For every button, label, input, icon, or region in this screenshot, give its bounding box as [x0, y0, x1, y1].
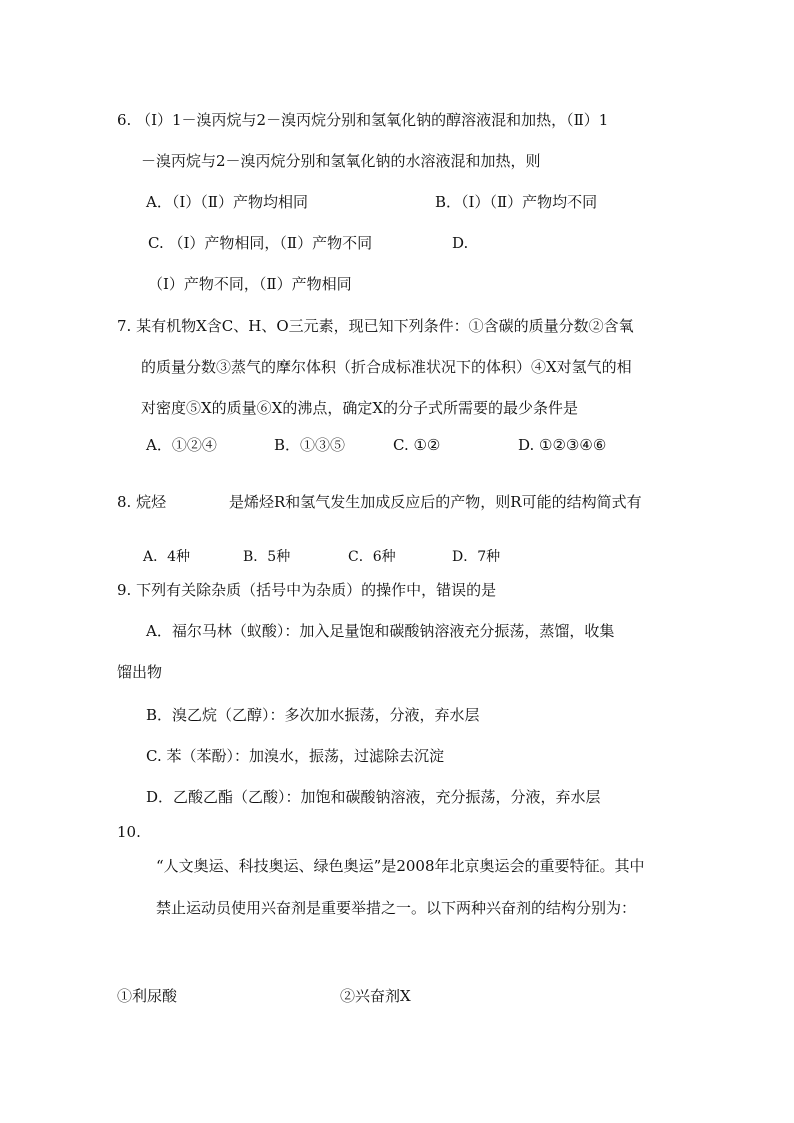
q7-line3: 对密度⑤X的质量⑥X的沸点，确定X的分子式所需要的最少条件是 — [141, 399, 579, 417]
q9-option-b: B．溴乙烷（乙醇）：多次加水振荡，分液，弃水层 — [146, 706, 480, 724]
q7-option-d: D. ①②③④⑥ — [518, 436, 607, 454]
q7-option-a: A．①②④ — [146, 436, 217, 454]
q10-structure-label-1: ①利尿酸 — [117, 987, 178, 1005]
q10-structure-label-2: ②兴奋剂X — [340, 987, 411, 1005]
q7-option-c: C. ①② — [393, 436, 441, 454]
q9-option-c: C. 苯（苯酚）：加溴水，振荡，过滤除去沉淀 — [146, 747, 444, 765]
q7-line2: 的质量分数③蒸气的摩尔体积（折合成标准状况下的体积）④X对氢气的相 — [141, 358, 632, 376]
q6-line2: －溴丙烷与2－溴丙烷分别和氢氧化钠的水溶液混和加热，则 — [141, 152, 541, 170]
q8-stem: 是烯烃R和氢气发生加成反应后的产物，则R可能的结构简式有 — [229, 493, 642, 511]
q9-option-d: D．乙酸乙酯（乙酸）：加饱和碳酸钠溶液，充分振荡，分液，弃水层 — [146, 788, 601, 806]
q9-option-a-line1: A．福尔马林（蚁酸）：加入足量饱和碳酸钠溶液充分振荡，蒸馏，收集 — [146, 622, 615, 640]
q8-option-b: B．5种 — [243, 549, 291, 565]
q8-lead: 8. 烷烃 — [117, 493, 167, 511]
q10-line2: 禁止运动员使用兴奋剂是重要举措之一。以下两种兴奋剂的结构分别为： — [156, 899, 637, 917]
q9-option-a-line2: 馏出物 — [117, 663, 163, 681]
q6-option-b: B．（Ⅰ）（Ⅱ）产物均不同 — [435, 193, 598, 211]
q9-stem: 9. 下列有关除杂质（括号中为杂质）的操作中，错误的是 — [117, 581, 497, 599]
q6-option-c: C. （Ⅰ）产物相同，（Ⅱ）产物不同 — [148, 234, 373, 252]
q10-number: 10. — [117, 823, 141, 841]
q6-option-a: A．（Ⅰ）（Ⅱ）产物均相同 — [146, 193, 308, 211]
q6-option-d-text: （Ⅰ）产物不同，（Ⅱ）产物相同 — [148, 275, 352, 293]
q8-option-d: D．7种 — [452, 549, 501, 565]
q8-option-a: A．4种 — [143, 549, 191, 565]
q6-line1: 6. （Ⅰ）1－溴丙烷与2－溴丙烷分别和氢氧化钠的醇溶液混和加热，（Ⅱ）1 — [117, 111, 609, 129]
q8-option-c: C．6种 — [348, 549, 396, 565]
q6-option-d-label: D. — [452, 234, 469, 252]
q10-line1: “人文奥运、科技奥运、绿色奥运”是2008年北京奥运会的重要特征。其中 — [156, 857, 645, 875]
q7-option-b: B．①③⑤ — [274, 436, 346, 454]
q7-line1: 7. 某有机物X含C、H、O三元素，现已知下列条件：①含碳的质量分数②含氧 — [117, 317, 634, 335]
